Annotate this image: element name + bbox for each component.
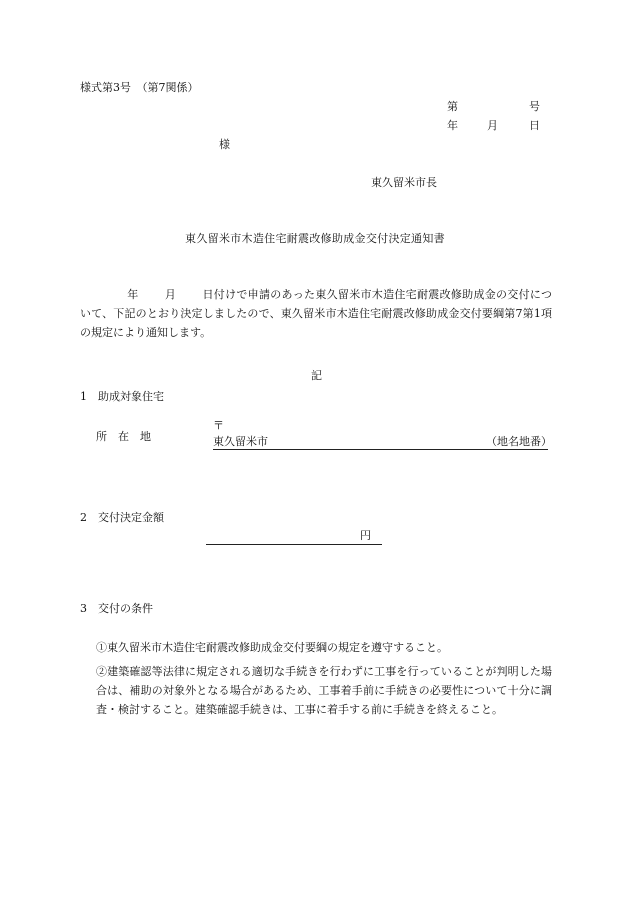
issuer-name: 東久留米市長: [371, 176, 437, 189]
postal-mark: 〒: [213, 419, 224, 432]
section3-heading: 3 交付の条件: [80, 602, 153, 615]
addressee-suffix: 様: [219, 138, 230, 151]
chiban-label: （地名地番）: [486, 435, 552, 448]
amount-underline: [206, 544, 382, 545]
city-name: 東久留米市: [213, 435, 268, 448]
date-year-label: 年: [447, 119, 458, 132]
document-number-prefix: 第: [447, 100, 458, 113]
location-label: 所 在 地: [96, 430, 151, 443]
intro-text: 日付けで申請のあった東久留米市木造住宅耐震改修助成金の交付について、下記のとおり決定しましたので、東久留米市木造住宅耐震改修助成金交付要綱第7第1項の規定により通知します。: [80, 288, 553, 339]
ki-label: 記: [311, 369, 322, 382]
section1-heading: 1 助成対象住宅: [80, 390, 164, 403]
intro-paragraph: [80, 285, 552, 342]
section2-heading: 2 交付決定金額: [80, 511, 164, 524]
form-number: 様式第3号 （第7関係）: [80, 81, 199, 94]
condition-2: ②建築確認等法律に規定される適切な手続きを行わずに工事を行っていることが判明した場合は、補助の対象外となる場合があるため、工事着手前に手続きの必要性について十分に調査・検討すること。建築確認手続きは、工事に着手する前に手続きを終えること。: [96, 665, 552, 716]
date-day-label: 日: [529, 119, 540, 132]
document-title: 東久留米市木造住宅耐震改修助成金交付決定通知書: [185, 232, 445, 245]
intro-month-label: 月: [164, 288, 177, 301]
intro-year-label: 年: [127, 288, 139, 301]
address-underline: [213, 449, 548, 450]
date-month-label: 月: [487, 119, 498, 132]
document-number-suffix: 号: [529, 100, 540, 113]
condition-1: ①東久留米市木造住宅耐震改修助成金交付要綱の規定を遵守すること。: [96, 641, 448, 654]
yen-label: 円: [360, 529, 371, 542]
